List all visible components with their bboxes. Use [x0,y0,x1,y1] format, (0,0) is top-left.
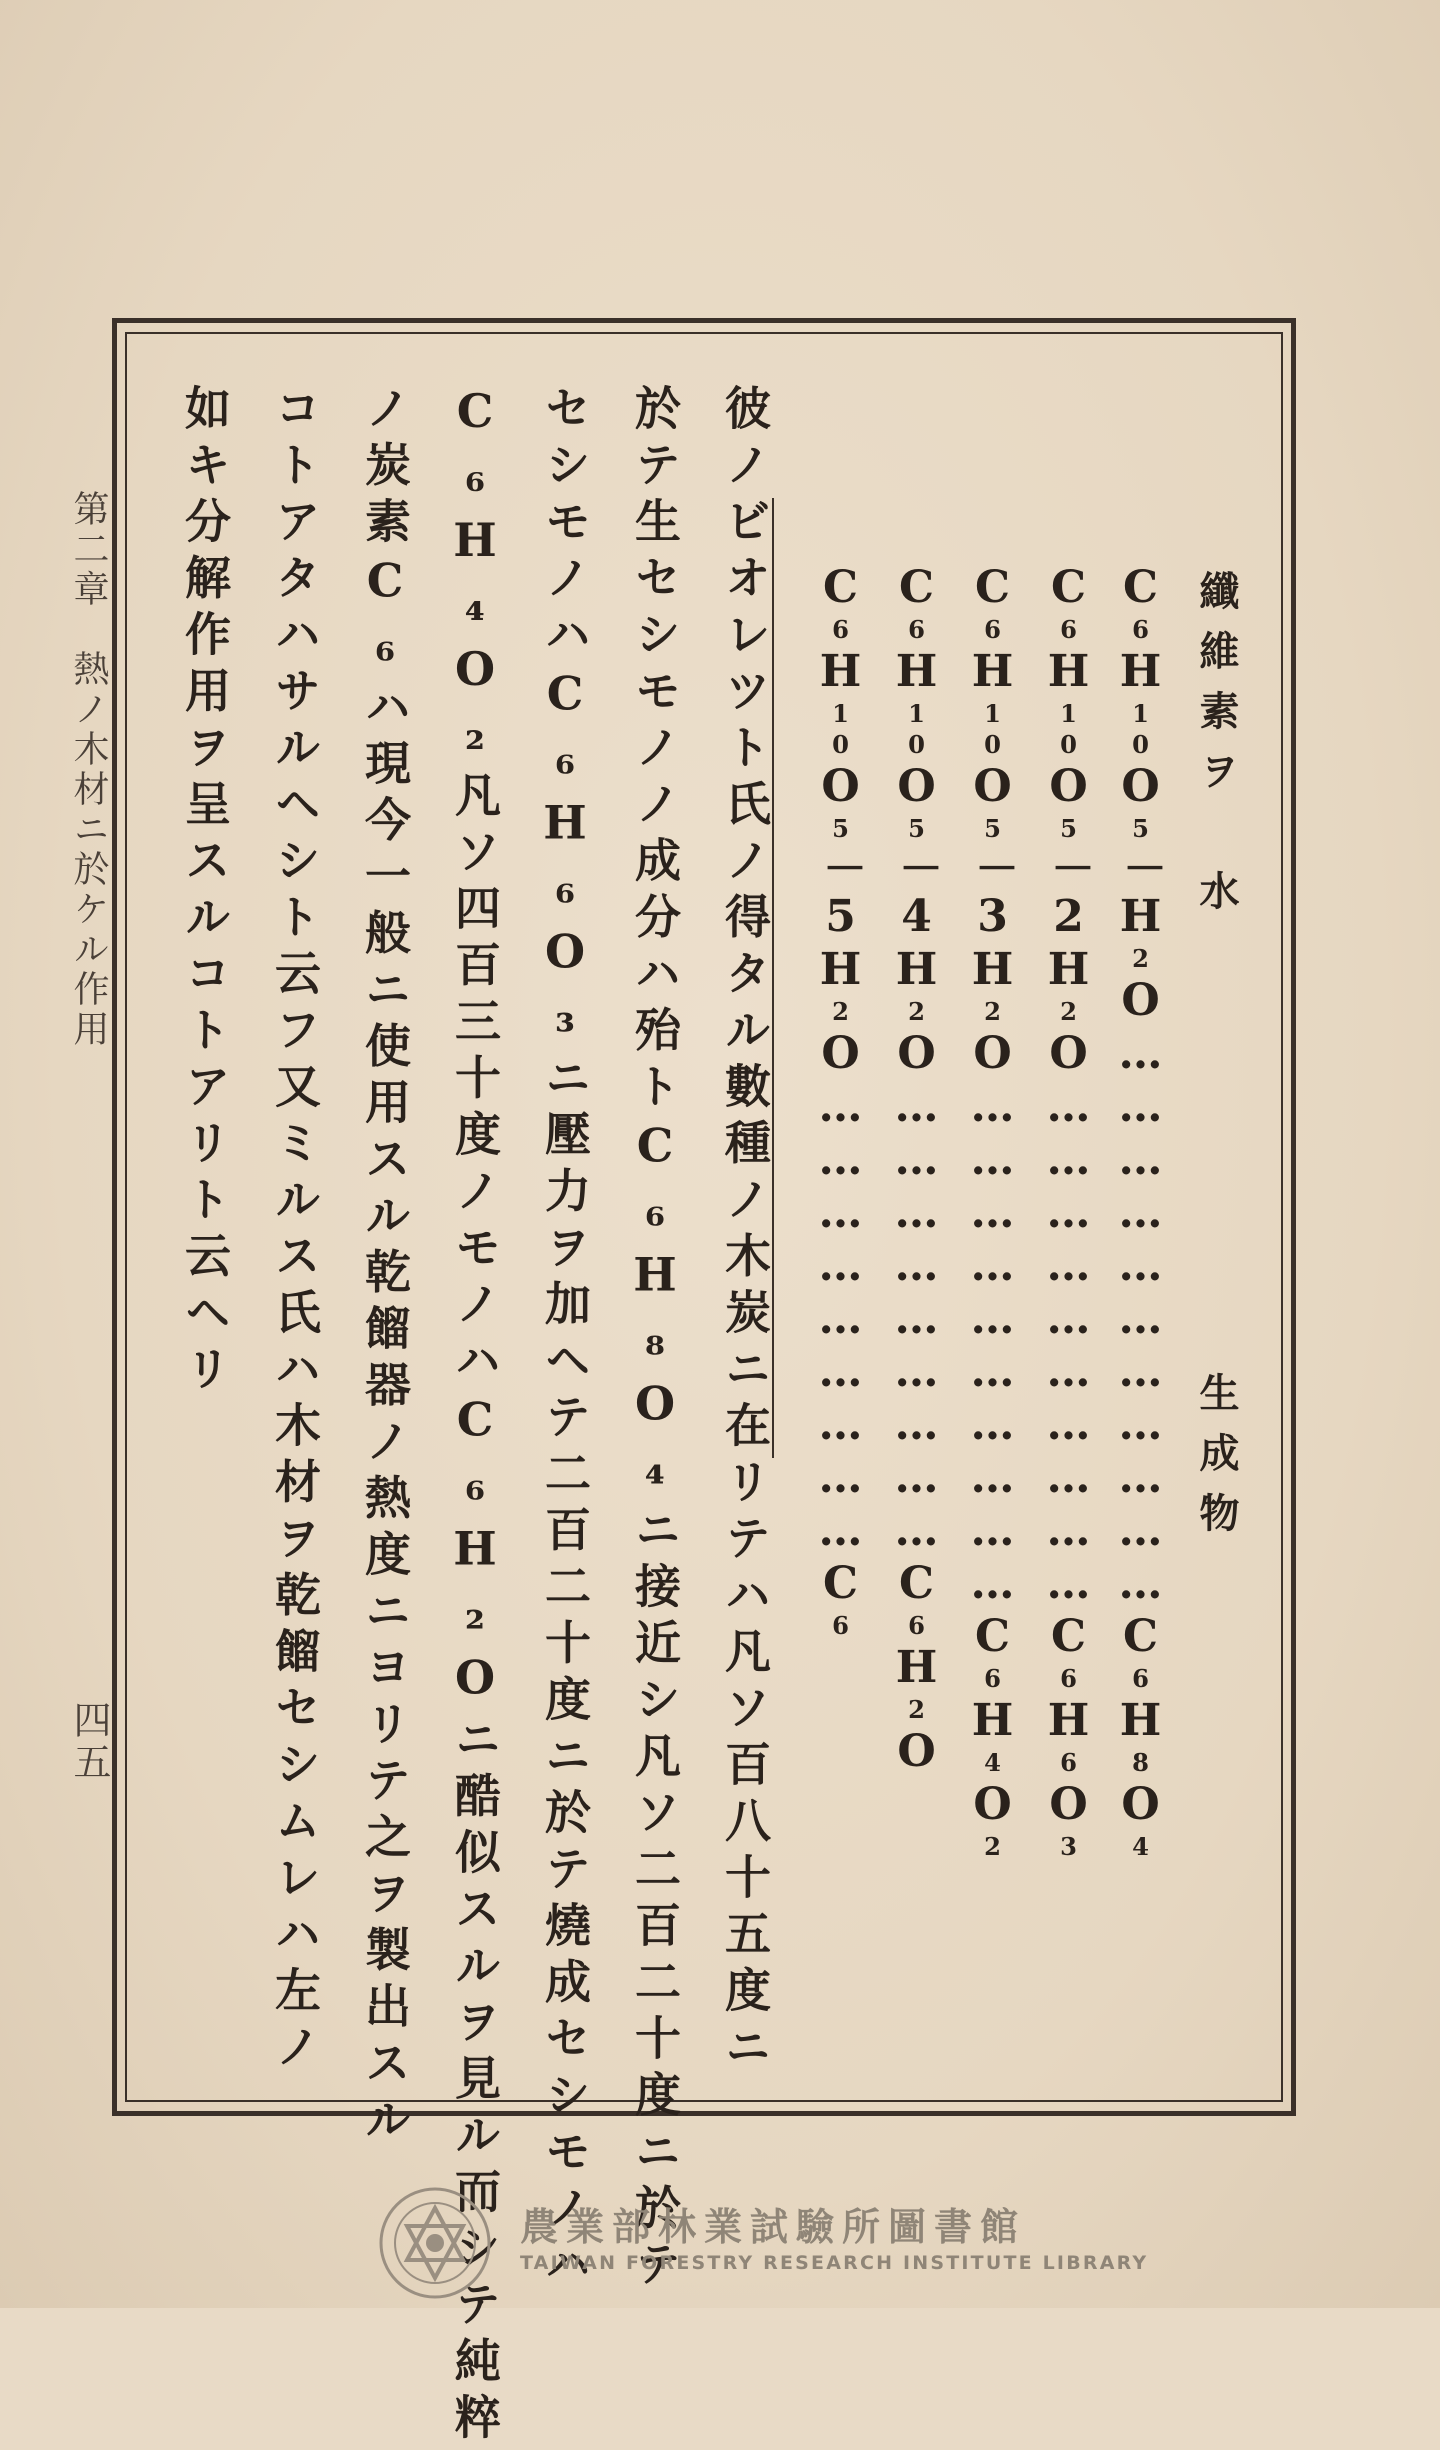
leader-dots: ……………………… [815,1081,866,1558]
product-subscript: 6 [1054,1664,1083,1695]
formula-text: －3H [967,845,1018,997]
table-header-left: 纖維素ヲ 水 [1193,570,1240,930]
product-text: O [1043,1779,1094,1832]
body-column-4: C₆H₄O₂凡ソ四百三十度ノモノハC₆H₂Oニ酷似スルヲ見ル而シテ純粹 [448,384,502,2450]
body-column-2: 於テ生セシモノノ成分ハ殆トC₆H₈O₄ニ接近シ凡ソ二百二十度ニ於テ [628,384,682,2297]
formula-subscript: 6 [978,615,1007,646]
formula-text: C [1115,562,1166,615]
page-number: 四五 [67,1700,111,1784]
formula-subscript: 10 [1054,699,1083,761]
formula-text: C [967,562,1018,615]
library-name-english: TAIWAN FORESTRY RESEARCH INSTITUTE LIBRARY [520,2252,1149,2274]
formula-subscript: 5 [826,814,855,845]
product-text: H [1043,1695,1094,1748]
formula-text: O [1115,761,1166,814]
product-subscript: 6 [978,1664,1007,1695]
product-subscript: 6 [902,1611,931,1642]
formula-text: O [815,1028,866,1081]
formula-text: －5H [815,845,866,997]
product-subscript: 8 [1126,1748,1155,1779]
formula-subscript: 10 [902,699,931,761]
table-row [891,562,942,1779]
formula-subscript: 5 [1126,814,1155,845]
product-text: H [967,1695,1018,1748]
formula-text: H [1115,646,1166,699]
leader-dots: ………………………… [1043,1081,1094,1611]
product-text: O [1115,1779,1166,1832]
leader-dots: …………………………… [1115,1028,1166,1611]
formula-subscript: 5 [978,814,1007,845]
product-subscript: 6 [1126,1664,1155,1695]
formula-text: H [1043,646,1094,699]
formula-subscript: 6 [1126,615,1155,646]
product-text: C [967,1611,1018,1664]
table-row [1043,562,1094,1863]
formula-subscript: 6 [826,615,855,646]
formula-text: O [967,761,1018,814]
product-text: O [891,1726,942,1779]
body-column-1: 彼ノビオレツト氏ノ得タル數種ノ木炭ニ在リテハ凡ソ百八十五度ニ [718,384,772,2079]
formula-text: O [891,761,942,814]
formula-subscript: 2 [1126,944,1155,975]
body-column-5: ノ炭素C₆ハ現今一般ニ使用スル乾餾器ノ熱度ニヨリテ之ヲ製出スル [358,384,412,2152]
formula-subscript: 10 [1126,699,1155,761]
product-text: C [891,1558,942,1611]
product-text: H [891,1642,942,1695]
formula-text: O [1043,761,1094,814]
formula-text: O [1115,975,1166,1028]
formula-text: C [891,562,942,615]
product-text: H [1115,1695,1166,1748]
body-column-3: セシモノハC₆H₆O₃ニ壓力ヲ加ヘテ二百二十度ニ於テ燒成セシモノハ [538,384,592,2297]
table-row [815,562,866,1642]
product-subscript: 4 [1126,1832,1155,1863]
formula-text: H [891,646,942,699]
formula-subscript: 5 [1054,814,1083,845]
library-name: 農業部林業試驗所圖書館 [520,2205,1027,2249]
formula-text: C [1043,562,1094,615]
formula-text: O [891,1028,942,1081]
formula-text: O [1043,1028,1094,1081]
formula-subscript: 10 [978,699,1007,761]
formula-text: H [967,646,1018,699]
leader-dots: ………………………… [967,1081,1018,1611]
formula-text: O [815,761,866,814]
product-subscript: 3 [1054,1832,1083,1863]
formula-subscript: 6 [902,615,931,646]
library-seal-icon [378,2186,492,2300]
body-column-7: 如キ分解作用ヲ呈スルコトアリト云ヘリ [178,384,232,1401]
formula-subscript: 2 [1054,997,1083,1028]
product-subscript: 2 [902,1695,931,1726]
formula-text: －2H [1043,845,1094,997]
formula-text: H [815,646,866,699]
formula-subscript: 2 [826,997,855,1028]
formula-subscript: 5 [902,814,931,845]
leader-dots: ……………………… [891,1081,942,1558]
running-head-chapter: 第二章 熱ノ木材ニ於ケル作用 [68,490,109,1050]
name-sideline [772,498,774,1458]
product-subscript: 2 [978,1832,1007,1863]
product-text: C [815,1558,866,1611]
table-row [1115,562,1166,1863]
body-column-6: コトアタハサルヘシト云フ又ミルス氏ハ木材ヲ乾餾セシムレハ左ノ [268,384,322,2079]
formula-subscript: 10 [826,699,855,761]
product-text: C [1043,1611,1094,1664]
formula-text: C [815,562,866,615]
formula-subscript: 2 [902,997,931,1028]
formula-text: O [967,1028,1018,1081]
formula-text: －H [1115,845,1166,944]
table-header-right: 生成物 [1193,1372,1240,1552]
table-row [967,562,1018,1863]
formula-subscript: 6 [1054,615,1083,646]
product-text: O [967,1779,1018,1832]
product-subscript: 6 [1054,1748,1083,1779]
product-text: C [1115,1611,1166,1664]
formula-text: －4H [891,845,942,997]
product-subscript: 6 [826,1611,855,1642]
formula-subscript: 2 [978,997,1007,1028]
product-subscript: 4 [978,1748,1007,1779]
